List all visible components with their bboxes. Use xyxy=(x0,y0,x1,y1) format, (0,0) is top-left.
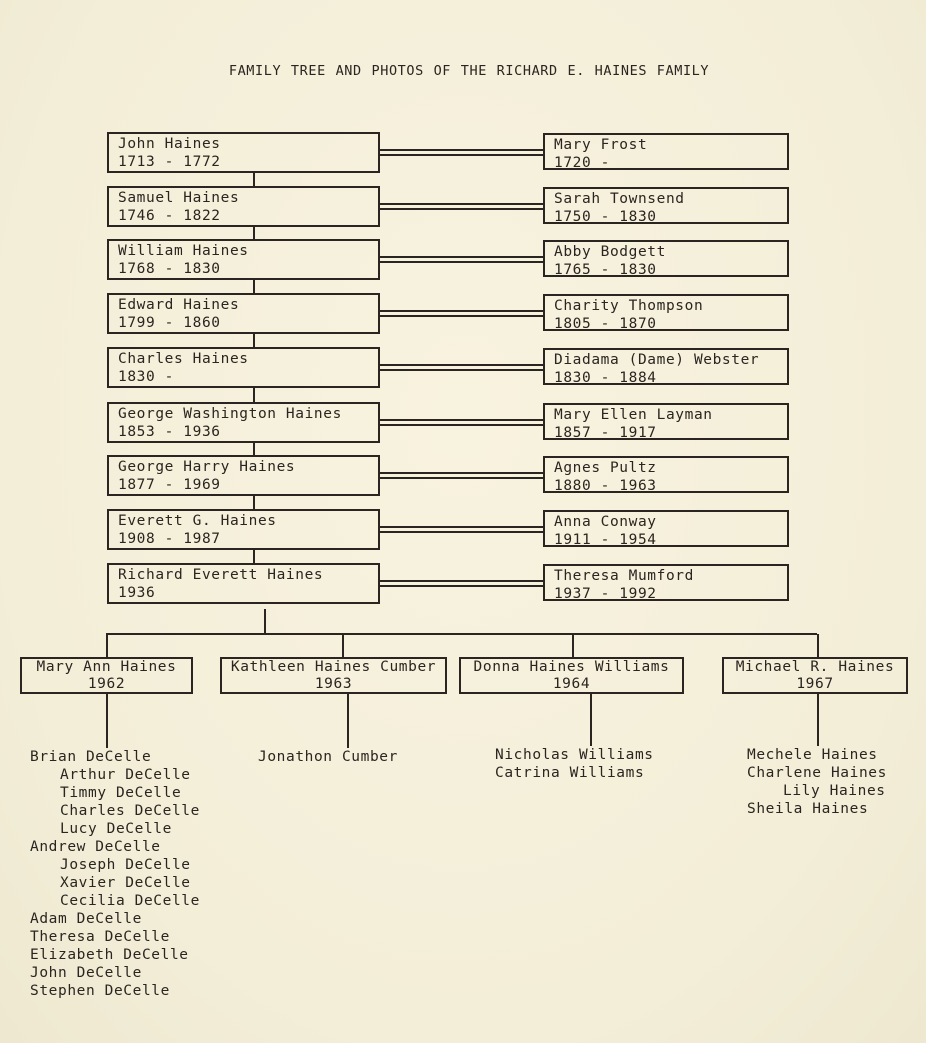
child-box xyxy=(459,657,684,694)
wife-years: 1830 - 1884 xyxy=(554,370,657,386)
marriage-connector xyxy=(380,580,543,587)
grandchild-name: Timmy DeCelle xyxy=(60,785,182,801)
wife-years: 1857 - 1917 xyxy=(554,425,657,441)
child-year: 1964 xyxy=(552,676,591,692)
wife-years: 1911 - 1954 xyxy=(554,532,657,548)
descent-line xyxy=(253,280,255,293)
wife-name: Mary Frost xyxy=(554,137,648,153)
grandchild-name: Charlene Haines xyxy=(747,765,887,781)
grandchild-name: Lucy DeCelle xyxy=(60,821,172,837)
husband-box xyxy=(107,132,380,173)
child-year: 1963 xyxy=(314,676,353,692)
descent-line xyxy=(253,550,255,563)
child-name: Mary Ann Haines xyxy=(36,659,177,675)
husband-years: 1713 - 1772 xyxy=(118,154,221,170)
wife-years: 1880 - 1963 xyxy=(554,478,657,494)
descent-line xyxy=(253,227,255,239)
wife-box xyxy=(543,456,789,493)
husband-years: 1830 - xyxy=(118,369,174,385)
child-year: 1962 xyxy=(87,676,126,692)
husband-box xyxy=(107,455,380,496)
grandchildren-line xyxy=(590,694,592,746)
marriage-connector xyxy=(380,472,543,479)
wife-box xyxy=(543,348,789,385)
child-box xyxy=(20,657,193,694)
marriage-connector xyxy=(380,203,543,210)
husband-name: George Washington Haines xyxy=(118,406,342,422)
husband-years: 1799 - 1860 xyxy=(118,315,221,331)
grandchild-name: Jonathon Cumber xyxy=(258,749,398,765)
husband-name: George Harry Haines xyxy=(118,459,296,475)
husband-years: 1768 - 1830 xyxy=(118,261,221,277)
children-stem-line xyxy=(264,609,266,634)
page-title: FAMILY TREE AND PHOTOS OF THE RICHARD E. HAINES FAMILY xyxy=(228,63,710,79)
child-year: 1967 xyxy=(796,676,834,692)
wife-box xyxy=(543,240,789,277)
husband-name: Everett G. Haines xyxy=(118,513,277,529)
grandchild-name: Sheila Haines xyxy=(747,801,869,817)
child-box xyxy=(220,657,447,694)
wife-years: 1805 - 1870 xyxy=(554,316,657,332)
husband-box xyxy=(107,563,380,604)
husband-box xyxy=(107,239,380,280)
child-name: Donna Haines Williams xyxy=(473,659,670,675)
grandchild-name: Joseph DeCelle xyxy=(60,857,191,873)
marriage-connector xyxy=(380,149,543,156)
marriage-connector xyxy=(380,310,543,317)
wife-name: Abby Bodgett xyxy=(554,244,666,260)
wife-box xyxy=(543,564,789,601)
husband-box xyxy=(107,186,380,227)
grandchild-name: Stephen DeCelle xyxy=(30,983,170,999)
husband-years: 1746 - 1822 xyxy=(118,208,221,224)
descent-line xyxy=(253,334,255,347)
grandchildren-list xyxy=(747,746,887,818)
child-drop-line xyxy=(106,634,108,657)
grandchild-name: Xavier DeCelle xyxy=(60,875,191,891)
descent-line xyxy=(253,443,255,455)
marriage-connector xyxy=(380,419,543,426)
grandchildren-line xyxy=(347,694,349,748)
husband-name: William Haines xyxy=(118,243,249,259)
husband-name: John Haines xyxy=(118,136,221,152)
grandchildren-list xyxy=(30,748,200,1000)
grandchild-name: Elizabeth DeCelle xyxy=(30,947,189,963)
husband-box xyxy=(107,347,380,388)
wife-name: Charity Thompson xyxy=(554,298,704,314)
husband-years: 1936 xyxy=(118,585,156,601)
husband-years: 1877 - 1969 xyxy=(118,477,221,493)
child-name: Michael R. Haines xyxy=(735,659,895,675)
wife-name: Diadama (Dame) Webster xyxy=(554,352,760,368)
wife-box xyxy=(543,294,789,331)
grandchildren-list xyxy=(495,746,654,782)
wife-name: Theresa Mumford xyxy=(554,568,694,584)
wife-box xyxy=(543,187,789,224)
husband-name: Samuel Haines xyxy=(118,190,240,206)
grandchildren-line xyxy=(817,694,819,746)
wife-box xyxy=(543,403,789,440)
wife-name: Anna Conway xyxy=(554,514,657,530)
wife-name: Sarah Townsend xyxy=(554,191,685,207)
child-drop-line xyxy=(342,634,344,657)
grandchild-name: Andrew DeCelle xyxy=(30,839,161,855)
marriage-connector xyxy=(380,364,543,371)
grandchild-name: Lily Haines xyxy=(783,783,886,799)
husband-name: Richard Everett Haines xyxy=(118,567,324,583)
wife-years: 1750 - 1830 xyxy=(554,209,657,225)
grandchildren-line xyxy=(106,694,108,748)
child-drop-line xyxy=(572,634,574,657)
grandchild-name: Adam DeCelle xyxy=(30,911,142,927)
wife-years: 1765 - 1830 xyxy=(554,262,657,278)
husband-years: 1853 - 1936 xyxy=(118,424,221,440)
grandchild-name: Mechele Haines xyxy=(747,747,878,763)
descent-line xyxy=(253,388,255,402)
grandchild-name: Catrina Williams xyxy=(495,765,645,781)
grandchild-name: Arthur DeCelle xyxy=(60,767,191,783)
marriage-connector xyxy=(380,256,543,263)
husband-years: 1908 - 1987 xyxy=(118,531,221,547)
child-drop-line xyxy=(817,634,819,657)
husband-box xyxy=(107,293,380,334)
grandchildren-list xyxy=(258,748,398,766)
grandchild-name: Theresa DeCelle xyxy=(30,929,170,945)
children-bar-line xyxy=(106,633,817,635)
marriage-connector xyxy=(380,526,543,533)
grandchild-name: John DeCelle xyxy=(30,965,142,981)
descent-line xyxy=(253,496,255,509)
wife-box xyxy=(543,133,789,170)
grandchild-name: Brian DeCelle xyxy=(30,749,152,765)
husband-box xyxy=(107,509,380,550)
grandchild-name: Nicholas Williams xyxy=(495,747,654,763)
wife-years: 1720 - xyxy=(554,155,610,171)
child-box xyxy=(722,657,908,694)
wife-years: 1937 - 1992 xyxy=(554,586,657,602)
husband-name: Edward Haines xyxy=(118,297,240,313)
descent-line xyxy=(253,173,255,186)
grandchild-name: Cecilia DeCelle xyxy=(60,893,200,909)
wife-box xyxy=(543,510,789,547)
wife-name: Mary Ellen Layman xyxy=(554,407,713,423)
child-name: Kathleen Haines Cumber xyxy=(230,659,437,675)
wife-name: Agnes Pultz xyxy=(554,460,657,476)
husband-name: Charles Haines xyxy=(118,351,249,367)
husband-box xyxy=(107,402,380,443)
grandchild-name: Charles DeCelle xyxy=(60,803,200,819)
